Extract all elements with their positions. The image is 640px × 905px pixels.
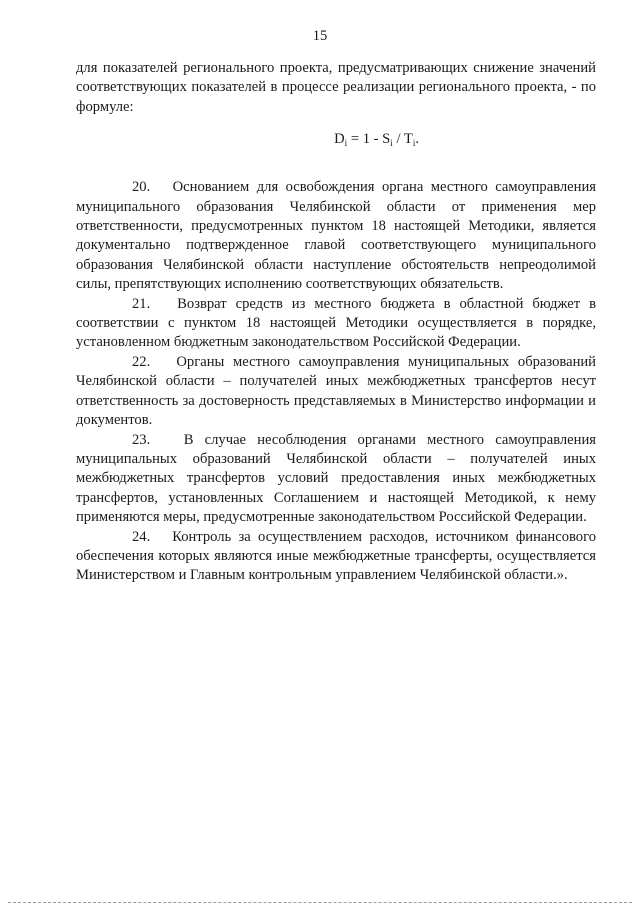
intro-paragraph: для показателей регионального проекта, предусматривающих снижение значений соответствующих показателей в процессе реализации регионального проекта, - по формуле: (76, 60, 596, 115)
paragraph-number: 24. (132, 528, 151, 545)
paragraph-text: Основанием для освобождения органа местного самоуправления муниципального образования Челябинской области от применения мер ответственности, предусмотренных пунктом 18 настоящей Методики, является документально подтвержденное главой соответствующего муниципального образования Челябинской области наступление обстоятельств непреодолимой силы, препятствующих исполнению соответствующих обязательств. (76, 179, 596, 293)
spacer (76, 166, 596, 178)
formula-t: T (403, 131, 413, 148)
paragraph-24 (76, 528, 596, 586)
paragraph-text: Возврат средств из местного бюджета в областной бюджет в соответствии с пунктом 18 настоящей Методики осуществляется в порядке, установленном бюджетным законодательством Российской Федерации. (76, 295, 596, 351)
formula-s: S (382, 131, 391, 148)
formula-t-subscript: i (412, 138, 416, 149)
paragraph-20 (76, 178, 596, 294)
paragraph-text: В случае несоблюдения органами местного самоуправления муниципальных образований Челябинской области – получателей иных межбюджетных трансфертов условий предоставления иных межбюджетных трансфертов, установленных Соглашением и настоящей Методикой, к нему применяются меры, предусмотренные законодательством Российской Федерации. (76, 431, 596, 526)
page-number: 15 (312, 28, 328, 44)
paragraph-number: 20. (132, 179, 151, 196)
formula-slash: / (392, 131, 404, 148)
paragraph-23 (76, 431, 596, 528)
formula-s-subscript: i (390, 138, 393, 149)
paragraph-text: Органы местного самоуправления муниципальных образований Челябинской области – получателей иных межбюджетных трансфертов несут ответственность за достоверность представляемых в Министерство информации и документов. (76, 353, 596, 429)
paragraph-number: 21. (132, 295, 151, 312)
formula-lhs-subscript: i (344, 138, 348, 149)
formula-end: . (415, 131, 419, 148)
paragraph-text: Контроль за осуществлением расходов, источником финансового обеспечения которых являются иные межбюджетные трансферты, осуществляется Министерством и Главным контрольным управлением Челябинской области.». (76, 528, 596, 584)
formula-equals: = 1 - (347, 131, 383, 148)
formula-lhs: D (334, 131, 345, 148)
paragraph-number: 22. (132, 353, 151, 370)
formula (76, 128, 596, 154)
paragraph-22 (76, 353, 596, 431)
paragraph-number: 23. (132, 431, 151, 448)
paragraph-21 (76, 295, 596, 353)
document-body (76, 59, 596, 586)
scan-edge-line (8, 902, 632, 903)
